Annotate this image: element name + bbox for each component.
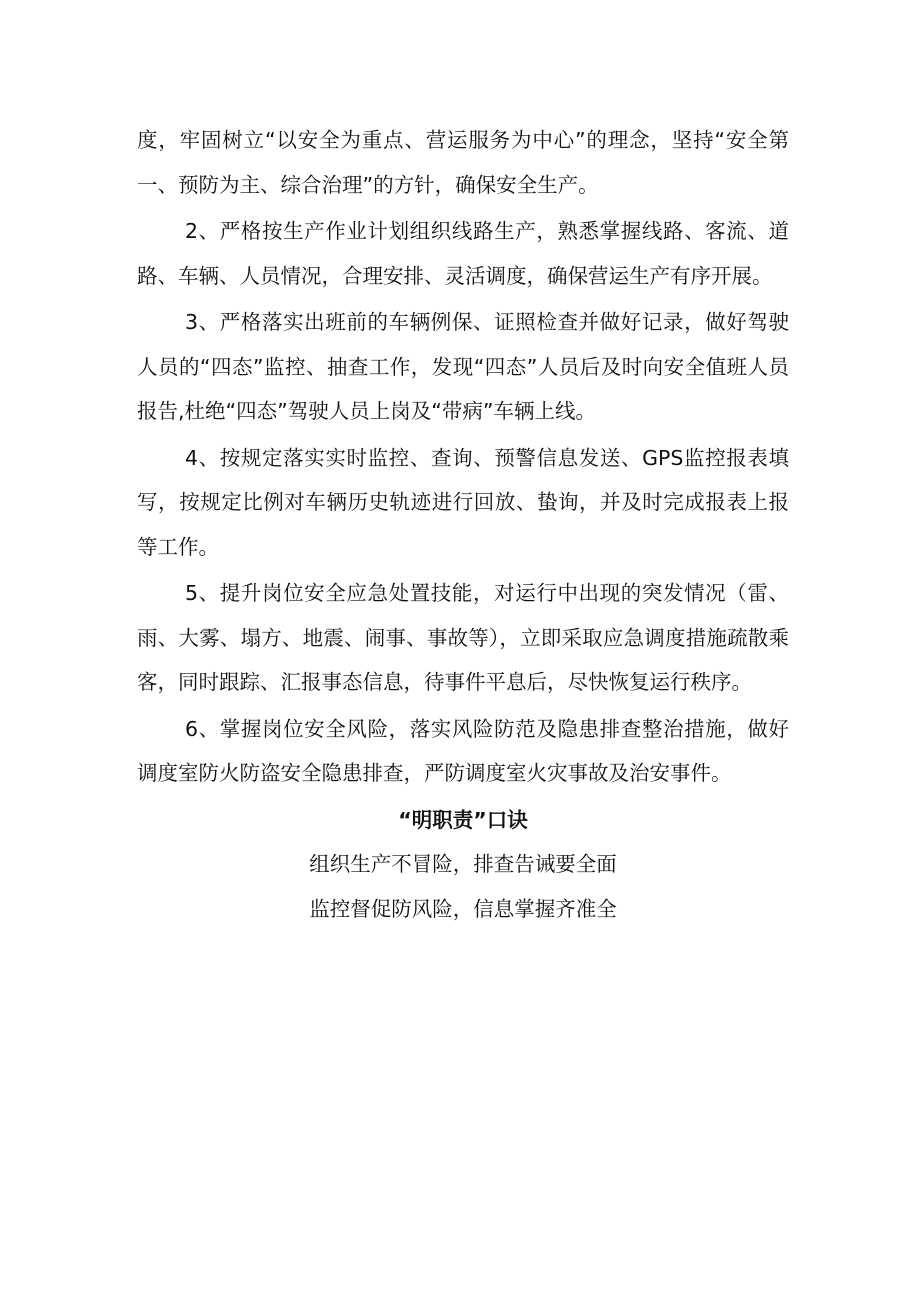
motto-line-1: 组织生产不冒险，排查告诫要全面 <box>309 852 617 876</box>
document-body <box>137 118 789 931</box>
paragraph-item-4: 4、按规定落实实时监控、查询、预警信息发送、GPS监控报表填写，按规定比例对车辆历史轨迹进行回放、蛰询，并及时完成报表上报等工作。 <box>137 445 789 559</box>
paragraph-item-3: 3、严格落实出班前的车辆例保、证照检查并做好记录，做好驾驶人员的“四态”监控、抽查工作，发现“四态”人员后及时向安全值班人员报告,杜绝“四态”驾驶人员上岗及“带病”车辆上线。 <box>137 310 789 423</box>
paragraph-item-6: 6、掌握岗位安全风险，落实风险防范及隐患排查整治措施，做好调度室防火防盗安全隐患排查，严防调度室火灾事故及治安事件。 <box>137 716 789 785</box>
motto-line-2: 监控督促防风险，信息掌握齐准全 <box>309 896 617 921</box>
paragraph-item-5: 5、提升岗位安全应急处置技能，对运行中出现的突发情况（雷、雨、大雾、塌方、地震、闹事、事故等），立即采取应急调度措施疏散乘客，同时跟踪、汇报事态信息，待事件平息后，尽快恢复运行秩序。 <box>137 581 789 694</box>
paragraph-continuation: 度，牢固树立“以安全为重点、营运服务为中心”的理念，坚持“安全第一、预防为主、综合治理”的方针，确保安全生产。 <box>137 128 789 197</box>
motto-title: “明职责”口诀 <box>398 807 528 832</box>
paragraph-item-2: 2、严格按生产作业计划组织线路生产，熟悉掌握线路、客流、道路、车辆、人员情况，合理安排、灵活调度，确保营运生产有序开展。 <box>137 219 789 288</box>
